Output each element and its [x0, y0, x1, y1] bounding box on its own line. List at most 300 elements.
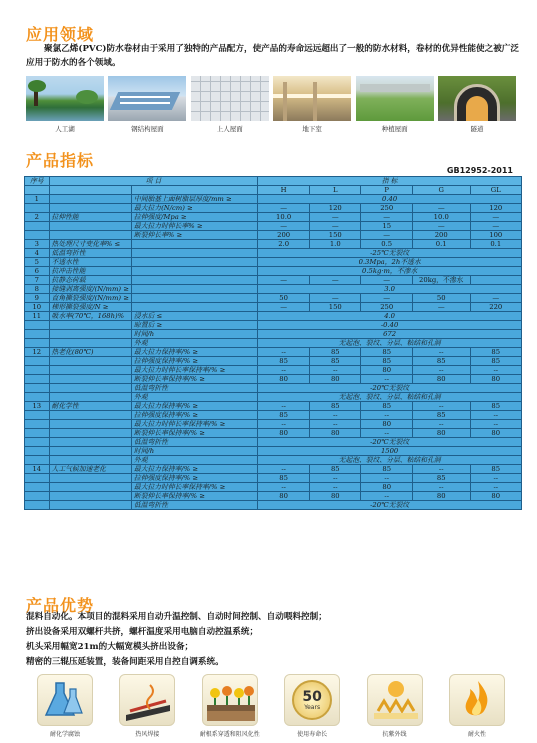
- row-value-span: 0.40: [258, 195, 522, 204]
- row-value: —: [361, 213, 412, 222]
- row-group: 耐化学性: [49, 402, 131, 411]
- row-item: [131, 276, 257, 285]
- row-value: —: [258, 303, 310, 312]
- row-group: [49, 321, 131, 330]
- row-value: 80: [310, 492, 361, 501]
- row-value: 85: [361, 357, 412, 366]
- row-value: --: [361, 411, 412, 420]
- planted-roof-image: [356, 76, 434, 121]
- row-value: 85: [361, 465, 412, 474]
- row-group: [49, 429, 131, 438]
- row-number: [25, 222, 50, 231]
- hot-air-weld-icon: [119, 674, 175, 726]
- row-value: —: [361, 294, 412, 303]
- photo-planted-roof: [356, 76, 434, 136]
- row-value: --: [361, 429, 412, 438]
- row-item: 最大拉力保持率/% ≥: [131, 348, 257, 357]
- row-value: --: [412, 483, 470, 492]
- row-value: —: [258, 204, 310, 213]
- table-row: [25, 465, 522, 474]
- row-item: 外观: [131, 456, 257, 465]
- row-value: 80: [361, 483, 412, 492]
- row-item: 拉伸强度保持率/% ≥: [131, 357, 257, 366]
- row-item: 低温弯折性: [131, 438, 257, 447]
- photo-caption: 钢结构屋面: [131, 125, 164, 133]
- row-group: [49, 375, 131, 384]
- row-group: [49, 195, 131, 204]
- row-value: --: [258, 402, 310, 411]
- row-value: 20kg，不渗水: [412, 276, 470, 285]
- row-item: 浸水后 ≤: [131, 312, 257, 321]
- row-group: [49, 420, 131, 429]
- row-value: --: [412, 348, 470, 357]
- table-row: [25, 213, 522, 222]
- row-value: 80: [258, 375, 310, 384]
- row-item: 低温弯折性: [131, 384, 257, 393]
- table-row: [25, 267, 522, 276]
- row-group: [49, 438, 131, 447]
- row-item: 断裂伸长率保持率/% ≥: [131, 492, 257, 501]
- row-value: 120: [310, 204, 361, 213]
- row-group: [49, 204, 131, 213]
- row-number: [25, 483, 50, 492]
- table-row: [25, 474, 522, 483]
- icon-root: [201, 674, 259, 740]
- icon-fire: [448, 674, 506, 740]
- row-item: 最大拉力时伸长率保持率/% ≥: [131, 483, 257, 492]
- row-item: 最大拉力时伸长率保持率/% ≥: [131, 366, 257, 375]
- grade-blank: [49, 186, 131, 195]
- icon-hot-air: [118, 674, 176, 740]
- icon-anti-uv: [366, 674, 424, 740]
- table-row: [25, 483, 522, 492]
- chemical-resistance-icon: [37, 674, 93, 726]
- advantage-line: 机头采用幅宽21m的大幅宽模头挤出设备；: [26, 642, 194, 652]
- table-grade-row: [25, 186, 522, 195]
- photo-tunnel: [438, 76, 516, 136]
- row-value: —: [470, 213, 522, 222]
- row-group: 低温弯折性: [49, 249, 131, 258]
- table-row: [25, 384, 522, 393]
- row-value-span: -20℃无裂纹: [258, 501, 522, 510]
- grade-p: P: [361, 186, 412, 195]
- row-item: [131, 249, 257, 258]
- row-group: 吸水率(70℃，168h)%: [49, 312, 131, 321]
- row-value: 85: [310, 402, 361, 411]
- row-value: 200: [258, 231, 310, 240]
- table-row: [25, 249, 522, 258]
- row-value: —: [412, 222, 470, 231]
- row-value: --: [310, 420, 361, 429]
- header-item: 项 目: [49, 177, 258, 186]
- row-value: 85: [412, 357, 470, 366]
- row-value: 80: [361, 420, 412, 429]
- row-value: 80: [412, 492, 470, 501]
- row-item: [131, 303, 257, 312]
- icon-fifty-years: [283, 674, 341, 740]
- badge-number: 50: [302, 688, 322, 705]
- row-value: 80: [470, 492, 522, 501]
- row-value: —: [470, 294, 522, 303]
- row-value: 80: [258, 429, 310, 438]
- row-group: [49, 474, 131, 483]
- table-row: [25, 420, 522, 429]
- row-number: [25, 393, 50, 402]
- table-row: [25, 303, 522, 312]
- table-row: [25, 411, 522, 420]
- row-value: [470, 276, 522, 285]
- photo-caption: 地下室: [302, 125, 322, 133]
- row-number: [25, 492, 50, 501]
- row-value: 80: [412, 375, 470, 384]
- row-value: —: [412, 204, 470, 213]
- table-row: [25, 330, 522, 339]
- row-value: --: [470, 411, 522, 420]
- row-number: 2: [25, 213, 50, 222]
- photo-caption: 种植屋面: [381, 125, 408, 133]
- row-number: 8: [25, 285, 50, 294]
- row-value: 250: [361, 303, 412, 312]
- row-value: 80: [310, 429, 361, 438]
- photo-caption: 上人屋面: [216, 125, 243, 133]
- row-number: [25, 438, 50, 447]
- row-item: 拉伸强度/Mpa ≥: [131, 213, 257, 222]
- grade-h: H: [258, 186, 310, 195]
- table-row: [25, 339, 522, 348]
- table-row: [25, 348, 522, 357]
- basement-image: [273, 76, 351, 121]
- photo-accessible-roof: [191, 76, 269, 136]
- row-item: 晾置后 ≥: [131, 321, 257, 330]
- advantages-title: 产品优势: [26, 596, 95, 615]
- row-value: 150: [310, 303, 361, 312]
- row-number: 9: [25, 294, 50, 303]
- row-value: --: [310, 483, 361, 492]
- table-row: [25, 501, 522, 510]
- row-value: --: [258, 348, 310, 357]
- steel-roof-image: [108, 76, 186, 121]
- grade-g: G: [412, 186, 470, 195]
- row-value: 85: [470, 357, 522, 366]
- row-number: [25, 375, 50, 384]
- row-item: 拉伸强度保持率/% ≥: [131, 474, 257, 483]
- row-group: 抗静态荷载: [49, 276, 131, 285]
- table-row: [25, 393, 522, 402]
- row-number: 5: [25, 258, 50, 267]
- photo-steel-roof: [108, 76, 186, 136]
- row-group: [49, 492, 131, 501]
- grade-blank: [131, 186, 257, 195]
- row-number: [25, 339, 50, 348]
- table-row: [25, 321, 522, 330]
- table-row: [25, 204, 522, 213]
- row-group: 热处理尺寸变化率% ≤: [49, 240, 131, 249]
- row-value: 2.0: [258, 240, 310, 249]
- row-value: --: [412, 366, 470, 375]
- row-group: 拉伸性能: [49, 213, 131, 222]
- standard-code: GB12952-2011: [446, 166, 513, 175]
- row-value: 15: [361, 222, 412, 231]
- row-value: 85: [258, 411, 310, 420]
- row-item: 断裂伸长率保持率/% ≥: [131, 375, 257, 384]
- row-item: 外观: [131, 393, 257, 402]
- row-number: 11: [25, 312, 50, 321]
- row-value: —: [361, 231, 412, 240]
- row-group: [49, 330, 131, 339]
- application-text: 聚氯乙烯(PVC)防水卷材由于采用了独特的产品配方，使产品的寿命远远超出了一般的防水材料，卷材的优异性能使之被广泛应用于防水的各个领域。: [26, 44, 519, 68]
- row-number: 13: [25, 402, 50, 411]
- row-value-span: 无起泡、裂纹、分层、粘结和孔洞: [258, 393, 522, 402]
- photo-basement: [273, 76, 351, 136]
- row-value: --: [361, 492, 412, 501]
- header-no: 序号: [25, 177, 50, 186]
- row-group: [49, 456, 131, 465]
- row-value: --: [470, 366, 522, 375]
- table-row: [25, 447, 522, 456]
- root-resistance-icon: [202, 674, 258, 726]
- row-item: [131, 294, 257, 303]
- row-item: [131, 267, 257, 276]
- row-value: 85: [310, 465, 361, 474]
- row-group: 直角撕裂强度/(N/mm) ≥: [49, 294, 131, 303]
- row-number: [25, 321, 50, 330]
- tunnel-image: [438, 76, 516, 121]
- row-value-span: 3.0: [258, 285, 522, 294]
- row-value: 220: [470, 303, 522, 312]
- row-value-span: 0.3Mpa，2h不透水: [258, 258, 522, 267]
- row-value: --: [412, 420, 470, 429]
- row-group: [49, 483, 131, 492]
- row-group: 人工气候加速老化: [49, 465, 131, 474]
- row-value: 80: [470, 429, 522, 438]
- row-value-span: 4.0: [258, 312, 522, 321]
- table-row: [25, 357, 522, 366]
- row-value: --: [258, 483, 310, 492]
- row-group: 抗冲击性能: [49, 267, 131, 276]
- row-value: 250: [361, 204, 412, 213]
- table-row: [25, 312, 522, 321]
- row-group: [49, 501, 131, 510]
- table-row: [25, 366, 522, 375]
- row-value: --: [470, 420, 522, 429]
- table-row: [25, 258, 522, 267]
- row-item: 拉伸强度保持率/% ≥: [131, 411, 257, 420]
- row-value-span: -20℃无裂纹: [258, 384, 522, 393]
- row-number: 4: [25, 249, 50, 258]
- row-value: 1.0: [310, 240, 361, 249]
- row-item: 断裂伸长率% ≥: [131, 231, 257, 240]
- row-value: —: [258, 276, 310, 285]
- row-value: 50: [412, 294, 470, 303]
- row-group: [49, 393, 131, 402]
- row-value: —: [258, 222, 310, 231]
- row-group: [49, 222, 131, 231]
- lake-image: [26, 76, 104, 121]
- row-value: 80: [361, 366, 412, 375]
- row-value: 120: [470, 204, 522, 213]
- photo-artificial-lake: [26, 76, 104, 136]
- row-item: [131, 258, 257, 267]
- table-row: [25, 429, 522, 438]
- row-value: —: [361, 276, 412, 285]
- table-row: [25, 195, 522, 204]
- table-row: [25, 240, 522, 249]
- row-group: [49, 447, 131, 456]
- row-value: --: [412, 402, 470, 411]
- row-value-span: 无起泡、裂纹、分层、粘结和孔洞: [258, 339, 522, 348]
- row-number: 7: [25, 276, 50, 285]
- row-value: 80: [310, 375, 361, 384]
- row-item: 外观: [131, 339, 257, 348]
- row-value: --: [310, 474, 361, 483]
- row-value: --: [258, 465, 310, 474]
- row-group: [49, 384, 131, 393]
- table-row: [25, 438, 522, 447]
- row-value: 80: [412, 429, 470, 438]
- advantages-text: [26, 610, 521, 670]
- row-value: 85: [258, 474, 310, 483]
- table-row: [25, 285, 522, 294]
- row-value-span: 无起泡、裂纹、分层、粘结和孔洞: [258, 456, 522, 465]
- row-item: 最大拉力时伸长率% ≥: [131, 222, 257, 231]
- row-value-span: -20℃无裂纹: [258, 438, 522, 447]
- row-number: 10: [25, 303, 50, 312]
- row-number: [25, 357, 50, 366]
- row-value: --: [412, 465, 470, 474]
- icon-caption: 耐化学腐蚀: [49, 731, 80, 738]
- table-row: [25, 231, 522, 240]
- row-number: [25, 366, 50, 375]
- row-number: [25, 429, 50, 438]
- header-index: 指 标: [258, 177, 522, 186]
- photo-caption: 隧道: [470, 125, 484, 133]
- row-item: [131, 285, 257, 294]
- row-group: [49, 339, 131, 348]
- accessible-roof-image: [191, 76, 269, 121]
- fifty-years-icon: [284, 674, 340, 726]
- advantage-line: 挤出设备采用双螺杆共挤，螺杆温度采用电脑自动控温系统；: [26, 627, 259, 637]
- table-row: [25, 222, 522, 231]
- application-title: 应用领域: [26, 25, 95, 44]
- row-value: 100: [470, 231, 522, 240]
- row-number: [25, 420, 50, 429]
- row-item: 最大拉力(N/cm) ≥: [131, 204, 257, 213]
- row-value: 80: [258, 492, 310, 501]
- fire-resistance-icon: [449, 674, 505, 726]
- table-header-row: [25, 177, 522, 186]
- row-item: 最大拉力时伸长率保持率/% ≥: [131, 420, 257, 429]
- row-item: 时间/h: [131, 447, 257, 456]
- photo-caption: 人工湖: [55, 125, 75, 133]
- row-value: --: [361, 474, 412, 483]
- row-value: —: [310, 294, 361, 303]
- anti-uv-icon: [367, 674, 423, 726]
- row-number: 12: [25, 348, 50, 357]
- grade-gl: GL: [470, 186, 522, 195]
- advantage-line: 混料自动化。本项目的混料采用自动升温控制、自动时间控制、自动喂料控制；: [26, 612, 327, 622]
- row-value: --: [470, 474, 522, 483]
- row-number: [25, 447, 50, 456]
- spec-table: [24, 176, 522, 510]
- row-item: 低温弯折性: [131, 501, 257, 510]
- row-item: 最大拉力保持率/% ≥: [131, 465, 257, 474]
- row-number: [25, 501, 50, 510]
- row-value: 85: [310, 348, 361, 357]
- row-value-span: 1500: [258, 447, 522, 456]
- icon-caption: 耐火性: [467, 731, 486, 738]
- row-item: [131, 240, 257, 249]
- row-item: 时间/h: [131, 330, 257, 339]
- row-value: 85: [361, 348, 412, 357]
- icon-chemical: [36, 674, 94, 740]
- row-number: [25, 384, 50, 393]
- row-item: 断裂伸长率保持率/% ≥: [131, 429, 257, 438]
- row-group: 热老化(80℃): [49, 348, 131, 357]
- row-value: 80: [470, 375, 522, 384]
- icon-caption: 使用寿命长: [297, 731, 328, 738]
- row-group: 接缝剥离强度/(N/mm) ≥: [49, 285, 131, 294]
- row-value: 85: [470, 402, 522, 411]
- row-value: 85: [258, 357, 310, 366]
- row-group: 梯形撕裂强度/N ≥: [49, 303, 131, 312]
- grade-blank: [25, 186, 50, 195]
- row-number: [25, 411, 50, 420]
- row-value: —: [310, 276, 361, 285]
- table-row: [25, 402, 522, 411]
- row-value: 50: [258, 294, 310, 303]
- row-value: 85: [412, 411, 470, 420]
- row-value: 200: [412, 231, 470, 240]
- advantage-icons: [36, 674, 506, 740]
- row-value: 10.0: [258, 213, 310, 222]
- row-group: [49, 357, 131, 366]
- row-value: 85: [361, 402, 412, 411]
- table-row: [25, 456, 522, 465]
- application-photos: [26, 76, 516, 136]
- row-value: 0.1: [470, 240, 522, 249]
- row-number: [25, 330, 50, 339]
- row-value: --: [470, 483, 522, 492]
- row-number: [25, 474, 50, 483]
- row-value: 85: [470, 465, 522, 474]
- row-value: --: [361, 375, 412, 384]
- row-number: 6: [25, 267, 50, 276]
- row-value: 10.0: [412, 213, 470, 222]
- row-value-span: 672: [258, 330, 522, 339]
- row-value: 85: [310, 357, 361, 366]
- icon-caption: 耐根系穿透和阻风化性: [199, 731, 260, 738]
- icon-caption: 抗紫外线: [382, 731, 407, 738]
- row-number: [25, 204, 50, 213]
- row-group: 不透水性: [49, 258, 131, 267]
- table-row: [25, 492, 522, 501]
- row-value: 0.5: [361, 240, 412, 249]
- row-value: 85: [470, 348, 522, 357]
- row-value: —: [470, 222, 522, 231]
- row-group: [49, 411, 131, 420]
- row-value: --: [258, 366, 310, 375]
- table-row: [25, 294, 522, 303]
- row-value-span: -0.40: [258, 321, 522, 330]
- badge-years: Years: [304, 703, 321, 711]
- row-number: [25, 456, 50, 465]
- row-value-span: -25℃无裂纹: [258, 249, 522, 258]
- row-value: --: [310, 411, 361, 420]
- row-value: 0.1: [412, 240, 470, 249]
- table-row: [25, 375, 522, 384]
- row-number: 14: [25, 465, 50, 474]
- table-row: [25, 276, 522, 285]
